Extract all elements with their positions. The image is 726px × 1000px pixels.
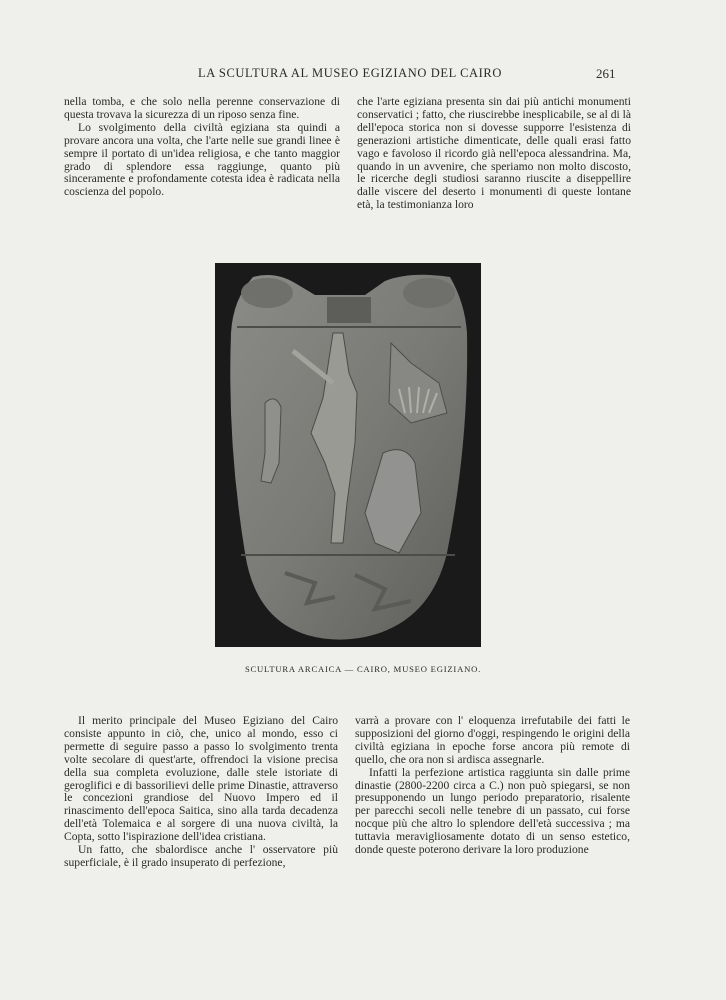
text-column-bottom-left	[64, 715, 338, 870]
paragraph: che l'arte egiziana presenta sin dai più antichi monumenti conservatici ; fatto, che riuscirebbe inesplicabile, se al di là dell'epoca storica non si dovesse supporre l'esistenza di generazioni artistiche dimenticate, delle quali erasi fatto vago e favoloso il ricordo già nell'epoca alessandrina. Ma, quando in un avvenire, che speriamo non molto discosto, le ricerche degli studiosi saranno riuscite a diseppellire dalle viscere del deserto i monumenti di queste lontane età, la testimonianza loro	[357, 95, 631, 212]
paragraph: Un fatto, che sbalordisce anche l' osservatore più superficiale, è il grado insuperato di perfezione,	[64, 843, 338, 869]
paragraph: Lo svolgimento della civiltà egiziana sta quindi a provare ancora una volta, che l'arte nelle sue grandi linee è sempre il portato di un'idea religiosa, e che tanto maggior grado di splendore essa raggiunge, quanto più sinceramente e profondamente cotesta idea è radicata nella coscienza del popolo.	[64, 120, 340, 199]
text-column-top-left	[64, 96, 340, 199]
page-number: 261	[596, 66, 616, 81]
text-column-bottom-right	[355, 715, 630, 857]
palette-illustration	[215, 263, 481, 647]
running-title: LA SCULTURA AL MUSEO EGIZIANO DEL CAIRO	[198, 66, 502, 80]
paragraph: varrà a provare con l' eloquenza irrefutabile dei fatti le supposizioni del giorno d'oggi, respingendo le origini della civiltà egiziana in epoche forse ancora più remote di quello, che ora non si ardisca assegnarle.	[355, 714, 630, 766]
text-column-top-right	[357, 96, 631, 212]
narmer-palette-photograph	[215, 263, 481, 647]
figure-caption: SCULTURA ARCAICA — CAIRO, MUSEO EGIZIANO.	[244, 664, 482, 674]
paragraph: nella tomba, e che solo nella perenne conservazione di questa trovava la sicurezza di un riposo senza fine.	[64, 95, 340, 121]
paragraph: Il merito principale del Museo Egiziano del Cairo consiste appunto in ciò, che, unico al mondo, esso ci permette di seguire passo a passo lo svolgimento trenta volte secolare di quest'arte, offrendoci la visione precisa della sua completa evoluzione, dalle stele istoriate di geroglifici e di bassorilievi delle prime Dinastie, attraverso le concezioni grandiose del Nuovo Impero ed il rinascimento dell'epoca Saitica, sino alla tarda decadenza dell'età Tolemaica e al sorgere di una nuova civiltà, la Copta, sotto l'ispirazione dell'idea cristiana.	[64, 714, 338, 844]
paragraph: Infatti la perfezione artistica raggiunta sin dalle prime dinastie (2800-2200 circa a C.) non può spiegarsi, se non presupponendo un lungo periodo preparatorio, risalente per parecchi secoli nelle tenebre di un passato, cui forse nocque più che altro lo splendore dell'età successiva ; ma tuttavia meravigliosamente dotato di un senso estetico, donde queste poterono derivare la loro produzione	[355, 765, 630, 857]
